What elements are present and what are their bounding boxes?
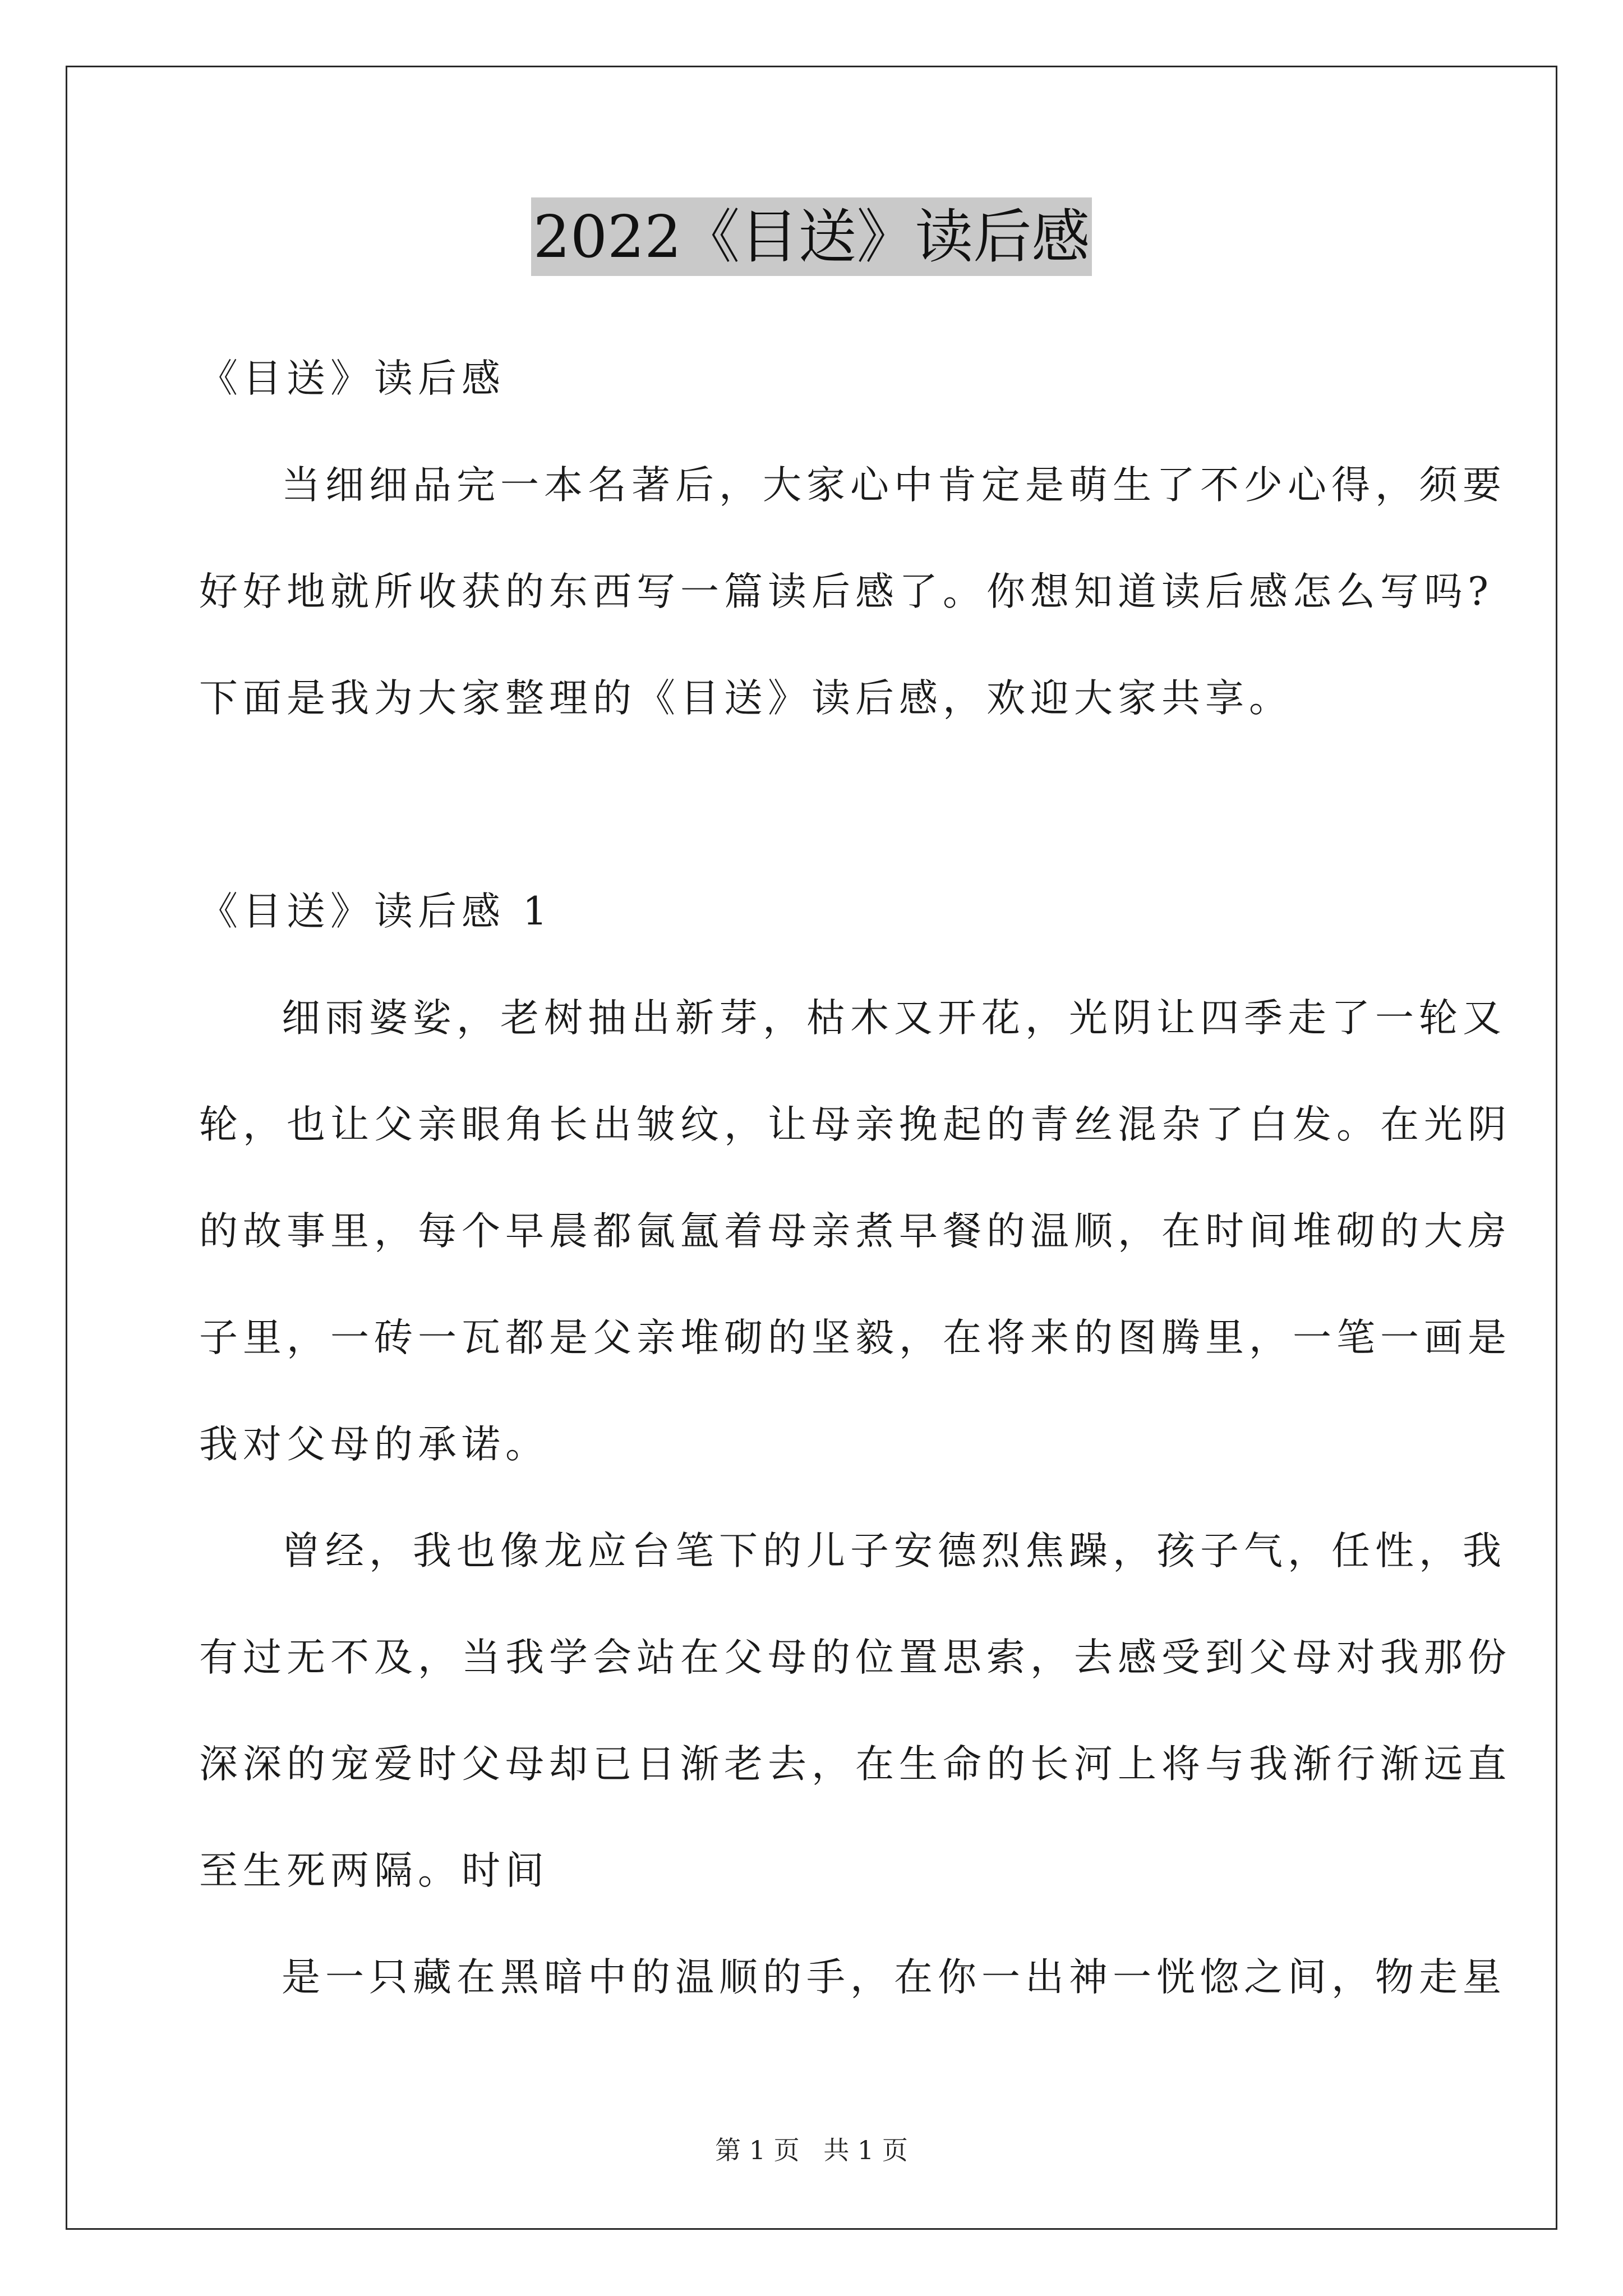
text-line: 轮，也让父亲眼角长出皱纹，让母亲挽起的青丝混杂了白发。在光阴 [199, 1102, 1511, 1147]
section-heading: 《目送》读后感 [199, 356, 505, 401]
text-line: 细雨婆娑，老树抽出新芽，枯木又开花，光阴让四季走了一轮又 [282, 996, 1506, 1041]
document-title: 2022《目送》读后感 [531, 197, 1092, 276]
text-line: 下面是我为大家整理的《目送》读后感，欢迎大家共享。 [199, 676, 1293, 721]
text-line: 我对父母的承诺。 [199, 1422, 549, 1467]
section-heading: 《目送》读后感 1 [199, 889, 552, 934]
text-line: 的故事里，每个早晨都氤氲着母亲煮早餐的温顺，在时间堆砌的大房 [199, 1209, 1511, 1254]
text-line: 至生死两隔。时间 [199, 1848, 549, 1893]
text-line: 深深的宠爱时父母却已日渐老去，在生命的长河上将与我渐行渐远直 [199, 1742, 1511, 1787]
page-number: 第 1 页 [715, 2135, 800, 2165]
text-line: 是一只藏在黑暗中的温顺的手，在你一出神一恍惚之间，物走星 [282, 1955, 1506, 2000]
text-line: 好好地就所收获的东西写一篇读后感了。你想知道读后感怎么写吗? [199, 569, 1493, 614]
text-line: 有过无不及，当我学会站在父母的位置思索，去感受到父母对我那份 [199, 1635, 1511, 1680]
page-footer [0, 2133, 1623, 2167]
text-line: 曾经，我也像龙应台笔下的儿子安德烈焦躁，孩子气，任性，我 [282, 1529, 1506, 1573]
text-line: 当细细品完一本名著后，大家心中肯定是萌生了不少心得，须要 [282, 463, 1506, 508]
page-total: 共 1 页 [823, 2135, 908, 2165]
text-line: 子里，一砖一瓦都是父亲堆砌的坚毅，在将来的图腾里，一笔一画是 [199, 1315, 1511, 1360]
title-container [0, 197, 1623, 276]
